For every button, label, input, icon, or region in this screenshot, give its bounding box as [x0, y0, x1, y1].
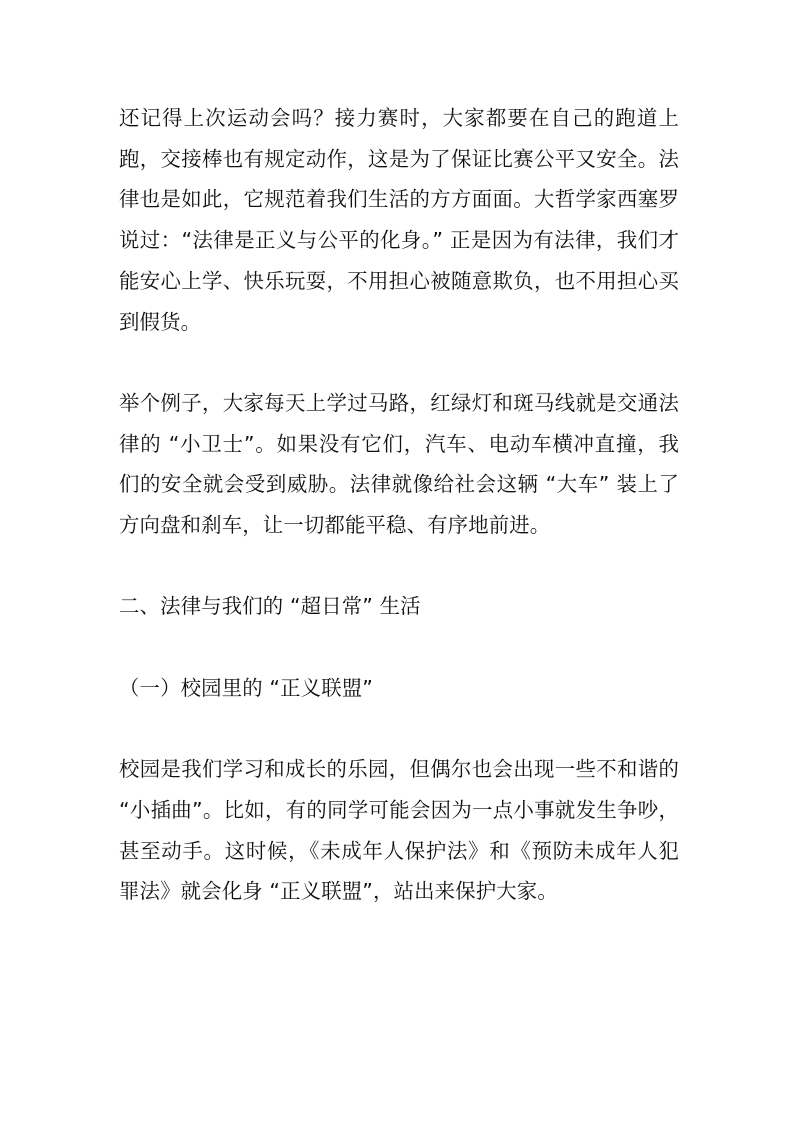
- subsection-heading: （一）校园里的 “正义联盟”: [119, 675, 374, 700]
- paragraph-sports-meeting: 还记得上次运动会吗？接力赛时，大家都要在自己的跑道上跑，交接棒也有规定动作，这是为了保证比赛公平又安全。法律也是如此，它规范着我们生活的方方面面。大哲学家西塞罗说过：“法律是正义与公平的化身。” 正是因为有法律，我们才能安心上学、快乐玩耍，不用担心被随意欺负，也不用担心买到假货。: [119, 106, 679, 334]
- section-heading: 二、法律与我们的 “超日常” 生活: [119, 594, 421, 619]
- paragraph-traffic-example: 举个例子，大家每天上学过马路，红绿灯和斑马线就是交通法律的 “小卫士”。如果没有它们，汽车、电动车横冲直撞，我们的安全就会受到威胁。法律就像给社会这辆 “大车” 装上了方向盘和刹车，让一切都能平稳、有序地前进。: [119, 390, 679, 538]
- document-page: [119, 98, 679, 953]
- paragraph-campus: 校园是我们学习和成长的乐园，但偶尔也会出现一些不和谐的 “小插曲”。比如，有的同学可能会因为一点小事就发生争吵，甚至动手。这时候，《未成年人保护法》和《预防未成年人犯罪法》就会化身 “正义联盟”，站出来保护大家。: [119, 757, 679, 904]
